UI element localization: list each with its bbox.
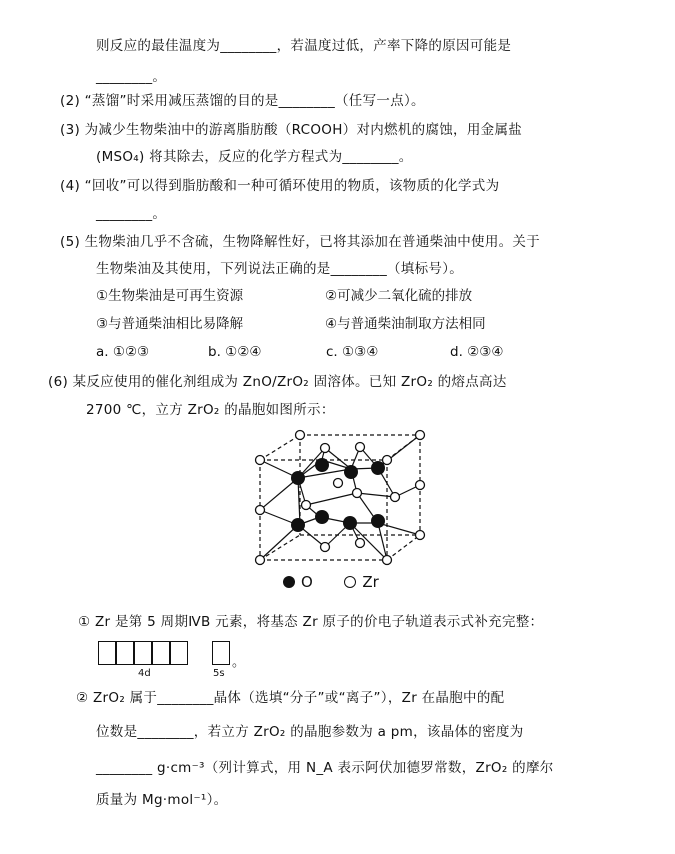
subquestion-2-line-2: 位数是________，若立方 ZrO₂ 的晶胞参数为 a pm，该晶体的密度为 [96, 724, 524, 740]
choice-b: b. ①②④ [208, 344, 262, 360]
subquestion-2-line-3: ________ g·cm⁻³（列计算式，用 N_A 表示阿伏加德罗常数，ZrO₂ 的摩尔 [96, 760, 554, 776]
orbital-end-mark: 。 [232, 655, 246, 670]
orbital-box-4d-5 [170, 641, 188, 665]
zro2-unit-cell-diagram [250, 425, 440, 575]
choice-d: d. ②③④ [450, 344, 504, 360]
orbital-box-4d-2 [116, 641, 134, 665]
orbital-label-4d: 4d [138, 668, 151, 679]
orbital-box-4d-1 [98, 641, 116, 665]
subquestion-2-line-4: 质量为 Mg·mol⁻¹）。 [96, 792, 228, 808]
choice-a: a. ①②③ [96, 344, 150, 360]
black-ball-icon [283, 576, 295, 588]
question-5-line-1: (5) 生物柴油几乎不含硫，生物降解性好，已将其添加在普通柴油中使用。关于 [60, 234, 541, 250]
statement-1: ①生物柴油是可再生资源 [96, 288, 244, 304]
white-ball-icon [344, 576, 356, 588]
statement-4: ④与普通柴油制取方法相同 [325, 316, 486, 332]
choice-c: c. ①③④ [326, 344, 379, 360]
question-4-line-2: ________。 [96, 206, 167, 222]
question-6-line-1: (6) 某反应使用的催化剂组成为 ZnO/ZrO₂ 固溶体。已知 ZrO₂ 的熔点高达 [48, 374, 507, 390]
zirconium-legend: Zr [344, 573, 378, 591]
legend [283, 573, 379, 591]
statement-2: ②可减少二氧化硫的排放 [325, 288, 473, 304]
orbital-box-4d-3 [134, 641, 152, 665]
question-1-blank: ________。 [96, 69, 167, 85]
subquestion-1: ① Zr 是第 5 周期ⅣB 元素，将基态 Zr 原子的价电子轨道表示式补充完整： [78, 614, 544, 630]
orbital-label-5s: 5s [213, 668, 225, 679]
question-2: (2) “蒸馏”时采用减压蒸馏的目的是________（任写一点）。 [60, 93, 425, 109]
oxygen-legend: O [283, 573, 313, 591]
question-5-line-2: 生物柴油及其使用，下列说法正确的是________（填标号）。 [96, 261, 464, 277]
question-6-line-2: 2700 ℃，立方 ZrO₂ 的晶胞如图所示： [86, 402, 335, 418]
orbital-box-4d-4 [152, 641, 170, 665]
question-4-line-1: (4) “回收”可以得到脂肪酸和一种可循环使用的物质，该物质的化学式为 [60, 178, 500, 194]
question-3-line-1: (3) 为减少生物柴油中的游离脂肪酸（RCOOH）对内燃机的腐蚀，用金属盐 [60, 122, 523, 138]
statement-3: ③与普通柴油相比易降解 [96, 316, 244, 332]
orbital-box-5s [212, 641, 230, 665]
question-1-continued: 则反应的最佳温度为________，若温度过低，产率下降的原因可能是 [96, 38, 512, 54]
subquestion-2-line-1: ② ZrO₂ 属于________晶体（选填“分子”或“离子”），Zr 在晶胞中的配 [76, 690, 505, 706]
question-3-line-2: (MSO₄) 将其除去，反应的化学方程式为________。 [96, 149, 413, 165]
